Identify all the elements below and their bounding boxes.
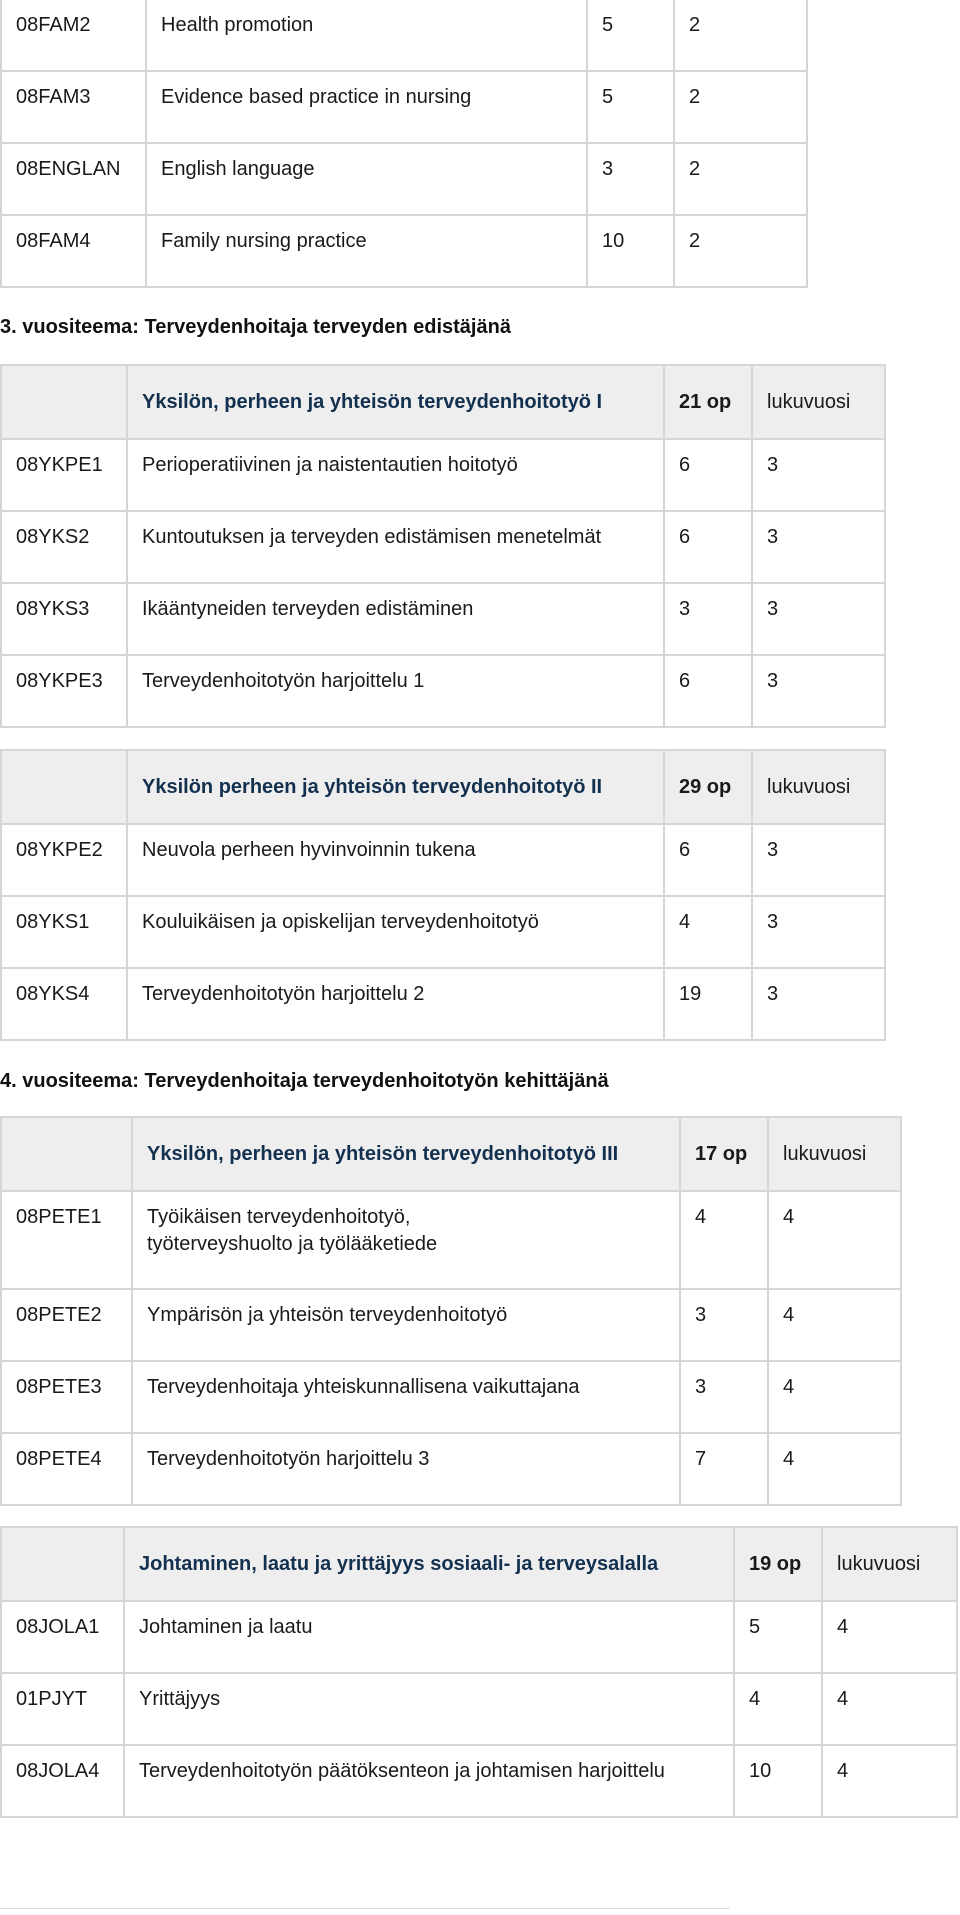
- table-row: [1, 71, 807, 143]
- course-code: 08PETE4: [1, 1433, 132, 1505]
- course-name: English language: [146, 143, 587, 215]
- course-year: 4: [822, 1745, 957, 1817]
- table-row: [1, 511, 885, 583]
- course-year: 4: [768, 1433, 901, 1505]
- course-name: Kuntoutuksen ja terveyden edistämisen menetelmät: [127, 511, 664, 583]
- course-name: Terveydenhoitotyön harjoittelu 3: [132, 1433, 680, 1505]
- course-name: Kouluikäisen ja opiskelijan terveydenhoitotyö: [127, 896, 664, 968]
- table-row: [1, 583, 885, 655]
- course-code: 08PETE1: [1, 1191, 132, 1289]
- course-credits: 6: [664, 655, 752, 727]
- course-code: 08PETE2: [1, 1289, 132, 1361]
- table-row: [1, 1673, 957, 1745]
- course-credits: 7: [680, 1433, 768, 1505]
- course-credits: 4: [680, 1191, 768, 1289]
- table-row: [1, 439, 885, 511]
- table-row: [1, 655, 885, 727]
- course-code: 08ENGLAN: [1, 143, 146, 215]
- module-credits: 17 op: [680, 1117, 768, 1191]
- table-header-row: [1, 1117, 901, 1191]
- course-name: Neuvola perheen hyvinvoinnin tukena: [127, 824, 664, 896]
- course-name: Ympärisön ja yhteisön terveydenhoitotyö: [132, 1289, 680, 1361]
- module-title: Johtaminen, laatu ja yrittäjyys sosiaali- ja terveysalalla: [124, 1527, 734, 1601]
- course-year: 4: [768, 1289, 901, 1361]
- course-code: 08YKS3: [1, 583, 127, 655]
- footer-divider: [0, 1908, 730, 1909]
- table-row: [1, 1745, 957, 1817]
- course-name-line: Työikäisen terveydenhoitotyö,: [147, 1206, 411, 1228]
- course-code: 08YKPE2: [1, 824, 127, 896]
- table-header-row: [1, 365, 885, 439]
- course-table-year3-b: [0, 749, 886, 1041]
- module-credits: 29 op: [664, 750, 752, 824]
- course-year: 4: [768, 1191, 901, 1289]
- course-year: 3: [752, 655, 885, 727]
- course-name: Terveydenhoitaja yhteiskunnallisena vaikuttajana: [132, 1361, 680, 1433]
- course-code: 08JOLA1: [1, 1601, 124, 1673]
- course-year: 3: [752, 583, 885, 655]
- course-name: Terveydenhoitotyön harjoittelu 1: [127, 655, 664, 727]
- table-row: [1, 968, 885, 1040]
- table-row: [1, 0, 807, 71]
- module-year-label: lukuvuosi: [768, 1117, 901, 1191]
- table-row: [1, 896, 885, 968]
- course-year: 3: [752, 824, 885, 896]
- course-table-year3-a: [0, 364, 886, 728]
- table-row: [1, 1433, 901, 1505]
- course-year: 4: [768, 1361, 901, 1433]
- course-code: 08YKPE1: [1, 439, 127, 511]
- course-name: Johtaminen ja laatu: [124, 1601, 734, 1673]
- course-year: 3: [752, 439, 885, 511]
- course-credits: 6: [664, 824, 752, 896]
- course-credits: 3: [680, 1289, 768, 1361]
- table-row: [1, 1601, 957, 1673]
- course-credits: 4: [734, 1673, 822, 1745]
- course-credits: 5: [587, 71, 674, 143]
- table-header-row: [1, 1527, 957, 1601]
- course-credits: 10: [587, 215, 674, 287]
- table-header-row: [1, 750, 885, 824]
- course-name: Ikääntyneiden terveyden edistäminen: [127, 583, 664, 655]
- course-code: 08YKS4: [1, 968, 127, 1040]
- module-title: Yksilön perheen ja yhteisön terveydenhoitotyö II: [127, 750, 664, 824]
- course-year: 4: [822, 1673, 957, 1745]
- course-year: 2: [674, 143, 807, 215]
- course-credits: 3: [664, 583, 752, 655]
- course-code: 08YKS1: [1, 896, 127, 968]
- course-name: Health promotion: [146, 0, 587, 71]
- course-year: 2: [674, 0, 807, 71]
- course-code: 08YKPE3: [1, 655, 127, 727]
- course-year: 3: [752, 896, 885, 968]
- header-empty-cell: [1, 1117, 132, 1191]
- course-credits: 4: [664, 896, 752, 968]
- table-row: [1, 143, 807, 215]
- course-credits: 3: [587, 143, 674, 215]
- course-code: 08FAM2: [1, 0, 146, 71]
- course-credits: 5: [734, 1601, 822, 1673]
- course-name: [132, 1191, 680, 1289]
- table-row: [1, 215, 807, 287]
- course-credits: 5: [587, 0, 674, 71]
- course-table-year2: [0, 0, 808, 288]
- module-year-label: lukuvuosi: [752, 750, 885, 824]
- course-code: 08FAM4: [1, 215, 146, 287]
- course-name: Terveydenhoitotyön harjoittelu 2: [127, 968, 664, 1040]
- course-code: 08FAM3: [1, 71, 146, 143]
- course-code: 08YKS2: [1, 511, 127, 583]
- course-year: 3: [752, 511, 885, 583]
- course-table-year4-b: [0, 1526, 958, 1818]
- course-table-year4-a: [0, 1116, 902, 1506]
- section-title-year4: 4. vuositeema: Terveydenhoitaja terveydenhoitotyön kehittäjänä: [0, 1070, 609, 1092]
- course-name: Perioperatiivinen ja naistentautien hoitotyö: [127, 439, 664, 511]
- course-code: 08JOLA4: [1, 1745, 124, 1817]
- course-year: 2: [674, 215, 807, 287]
- course-credits: 3: [680, 1361, 768, 1433]
- course-name: Terveydenhoitotyön päätöksenteon ja johtamisen harjoittelu: [124, 1745, 734, 1817]
- course-name: Family nursing practice: [146, 215, 587, 287]
- module-title: Yksilön, perheen ja yhteisön terveydenhoitotyö III: [132, 1117, 680, 1191]
- module-credits: 21 op: [664, 365, 752, 439]
- table-row: [1, 1191, 901, 1289]
- course-name-line: työterveyshuolto ja työlääketiede: [147, 1233, 438, 1255]
- course-name: Evidence based practice in nursing: [146, 71, 587, 143]
- header-empty-cell: [1, 1527, 124, 1601]
- section-title-year3: 3. vuositeema: Terveydenhoitaja terveyden edistäjänä: [0, 316, 511, 338]
- course-credits: 6: [664, 511, 752, 583]
- course-credits: 6: [664, 439, 752, 511]
- header-empty-cell: [1, 750, 127, 824]
- course-credits: 10: [734, 1745, 822, 1817]
- table-row: [1, 824, 885, 896]
- course-credits: 19: [664, 968, 752, 1040]
- course-code: 08PETE3: [1, 1361, 132, 1433]
- course-year: 2: [674, 71, 807, 143]
- course-name: Yrittäjyys: [124, 1673, 734, 1745]
- module-credits: 19 op: [734, 1527, 822, 1601]
- module-year-label: lukuvuosi: [822, 1527, 957, 1601]
- table-row: [1, 1361, 901, 1433]
- module-year-label: lukuvuosi: [752, 365, 885, 439]
- course-year: 4: [822, 1601, 957, 1673]
- table-row: [1, 1289, 901, 1361]
- header-empty-cell: [1, 365, 127, 439]
- module-title: Yksilön, perheen ja yhteisön terveydenhoitotyö I: [127, 365, 664, 439]
- course-year: 3: [752, 968, 885, 1040]
- course-code: 01PJYT: [1, 1673, 124, 1745]
